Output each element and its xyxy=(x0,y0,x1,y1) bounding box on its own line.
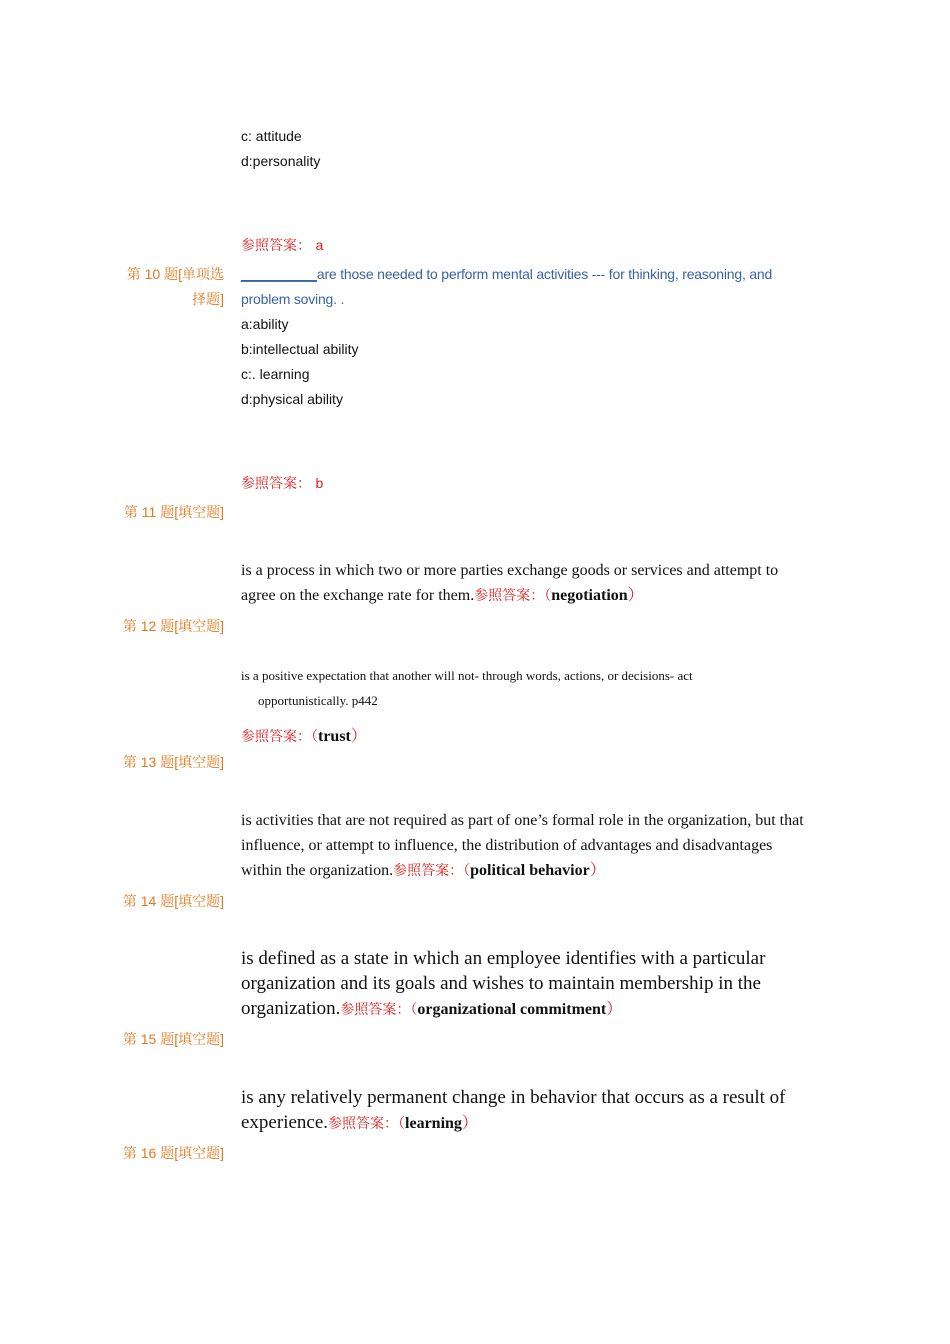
answer-value: organizational commitment xyxy=(417,1001,607,1018)
answer-close: ） xyxy=(606,1001,623,1018)
answer-label: 参照答案：（ xyxy=(393,864,471,879)
answer-value: trust xyxy=(318,728,351,745)
q9-option-c: c: attitude xyxy=(241,128,302,144)
q13-body: is activities that are not required as part of one’s formal role in the organization, but that influence, or attempt to influence, the distribution of advantages and disadvantages within the organization. xyxy=(241,812,804,879)
answer-label: 参照答案：（ xyxy=(340,1003,418,1018)
q11-text xyxy=(241,558,816,609)
q10-option-a: a:ability xyxy=(241,316,289,332)
q10-option-d: d:physical ability xyxy=(241,391,343,407)
q10-answer xyxy=(241,473,323,493)
answer-close: ） xyxy=(350,728,367,745)
q15-label: 第 15 题[填空题] xyxy=(122,1031,224,1047)
q10-blank: __________ xyxy=(241,266,317,282)
q13-text xyxy=(241,808,816,884)
q14-label: 第 14 题[填空题] xyxy=(122,893,224,909)
q10-stem xyxy=(241,262,816,312)
answer-label: 参照答案：（ xyxy=(328,1117,406,1132)
q12-text-line1: is a positive expectation that another will not- through words, actions, or decisions- act xyxy=(241,668,693,683)
q13-label: 第 13 题[填空题] xyxy=(122,754,224,770)
q10-option-b: b:intellectual ability xyxy=(241,341,359,357)
answer-label: 参照答案：（ xyxy=(241,730,318,745)
q15-text xyxy=(241,1085,816,1137)
answer-label: 参照答案： xyxy=(241,237,311,253)
answer-close: ） xyxy=(461,1115,478,1132)
q9-option-d: d:personality xyxy=(241,153,321,169)
q12-text-line2: opportunistically. p442 xyxy=(258,693,378,708)
q10-option-c: c:. learning xyxy=(241,366,310,382)
answer-close: ） xyxy=(589,862,606,879)
q14-text xyxy=(241,946,816,1023)
q15-body: is any relatively permanent change in behavior that occurs as a result of experience. xyxy=(241,1087,786,1133)
q16-label: 第 16 题[填空题] xyxy=(122,1145,224,1161)
q12-label: 第 12 题[填空题] xyxy=(122,618,224,634)
answer-label: 参照答案：（ xyxy=(474,589,552,604)
q11-label: 第 11 题[填空题] xyxy=(123,504,224,520)
q14-body: is defined as a state in which an employee identifies with a particular organization and its goals and wishes to maintain membership in the organization. xyxy=(241,948,766,1019)
q11-body: is a process in which two or more parties exchange goods or services and attempt to agree on the exchange rate for them. xyxy=(241,562,779,604)
answer-close: ） xyxy=(627,587,644,604)
answer-value: negotiation xyxy=(551,587,628,604)
q12-answer xyxy=(241,723,367,746)
answer-value: political behavior xyxy=(470,862,590,879)
answer-value: b xyxy=(315,475,324,491)
q10-stem-text: are those needed to perform mental activities --- for thinking, reasoning, and problem soving. . xyxy=(241,266,773,307)
answer-value: learning xyxy=(405,1115,462,1132)
q10-label: 第 10 题[单项选择题] xyxy=(126,266,224,307)
answer-label: 参照答案： xyxy=(241,475,311,491)
answer-value: a xyxy=(315,237,324,253)
q9-answer xyxy=(241,235,323,255)
